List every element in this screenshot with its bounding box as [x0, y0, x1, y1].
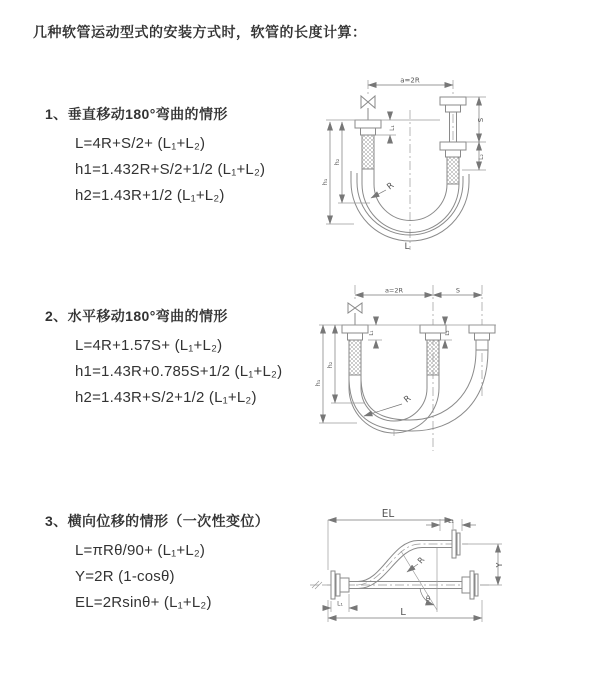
diagram-vertical-bend: [312, 72, 597, 267]
valve-icon: [361, 96, 375, 108]
dimension-lines: [319, 295, 496, 436]
dim-label-l1-top: L₁: [448, 518, 454, 525]
braided-hose-section: [427, 340, 439, 375]
braided-hose-section: [349, 340, 361, 375]
dim-label-s: S: [477, 117, 485, 123]
section-horizontal-movement: [45, 306, 315, 415]
dim-label-h1: h₁: [321, 178, 329, 186]
dim-label-a2r: a=2R: [384, 286, 404, 295]
diagram-lateral-displacement: [300, 500, 600, 640]
dim-label-h2: h₂: [333, 158, 341, 166]
dim-label-y: Y: [495, 562, 504, 568]
section-1-heading: 1、垂直移动180°弯曲的情形: [45, 106, 228, 122]
hose-ghost-position: [349, 350, 488, 431]
dim-label-l2: L₂: [478, 154, 485, 160]
formula-length: L=πRθ/90+ (L₁+L₂): [75, 542, 206, 559]
dim-label-l2: L₂: [445, 330, 451, 336]
diagram-horizontal-bend: [312, 283, 597, 463]
formula-h2: h2=1.43R+S/2+1/2 (L₁+L₂): [75, 389, 257, 406]
formula-h2: h2=1.43R+1/2 (L₁+L₂): [75, 187, 225, 204]
section-lateral-displacement: [45, 511, 315, 620]
section-3-heading: 3、横向位移的情形（一次性变位）: [45, 513, 270, 529]
radius-label: R: [402, 393, 414, 406]
left-pipe-assembly: [342, 303, 368, 375]
dimension-lines: [326, 85, 486, 224]
dim-label-l1: L₁: [369, 330, 375, 336]
dim-label-el: EL: [381, 508, 395, 520]
angle-label: θ: [425, 595, 431, 603]
section-vertical-movement: [45, 104, 315, 213]
middle-pipe-assembly: [420, 325, 446, 375]
length-label: L: [400, 607, 406, 618]
formula-h1: h1=1.43R+0.785S+1/2 (L₁+L₂): [75, 363, 283, 380]
formula-length: L=4R+1.57S+ (L₁+L₂): [75, 337, 223, 354]
length-label: L: [404, 242, 410, 252]
dim-label-l1: L₁: [389, 125, 396, 131]
left-flange-assembly: [331, 571, 349, 599]
braided-hose-section: [362, 135, 374, 169]
dim-label-l1-left: L₁: [337, 600, 343, 608]
section-2-heading: 2、水平移动180°弯曲的情形: [45, 308, 228, 324]
right-pipe-assembly: [440, 97, 466, 184]
valve-icon: [348, 303, 362, 313]
dim-label-a2r: a=2R: [400, 76, 420, 85]
formula-h1: h1=1.432R+S/2+1/2 (L₁+L₂): [75, 161, 266, 178]
dim-label-s: S: [455, 286, 461, 295]
dim-label-h2: h₂: [326, 361, 334, 369]
hose-curve-drawing: [349, 530, 460, 589]
right-pipe-assembly: [469, 325, 495, 350]
radius-label: R: [385, 180, 397, 193]
dim-label-h1: h₁: [314, 379, 322, 387]
braided-hose-section: [447, 157, 459, 184]
left-pipe-assembly: [355, 96, 381, 169]
formula-length: L=4R+S/2+ (L₁+L₂): [75, 135, 206, 152]
page-title: 几种软管运动型式的安装方式时，软管的长度计算：: [33, 24, 367, 40]
hose-bend-drawing: [349, 375, 439, 433]
formula-el: EL=2Rsinθ+ (L₁+L₂): [75, 594, 212, 611]
radius-label: R: [415, 555, 427, 566]
formula-y: Y=2R (1-cosθ): [75, 568, 175, 585]
